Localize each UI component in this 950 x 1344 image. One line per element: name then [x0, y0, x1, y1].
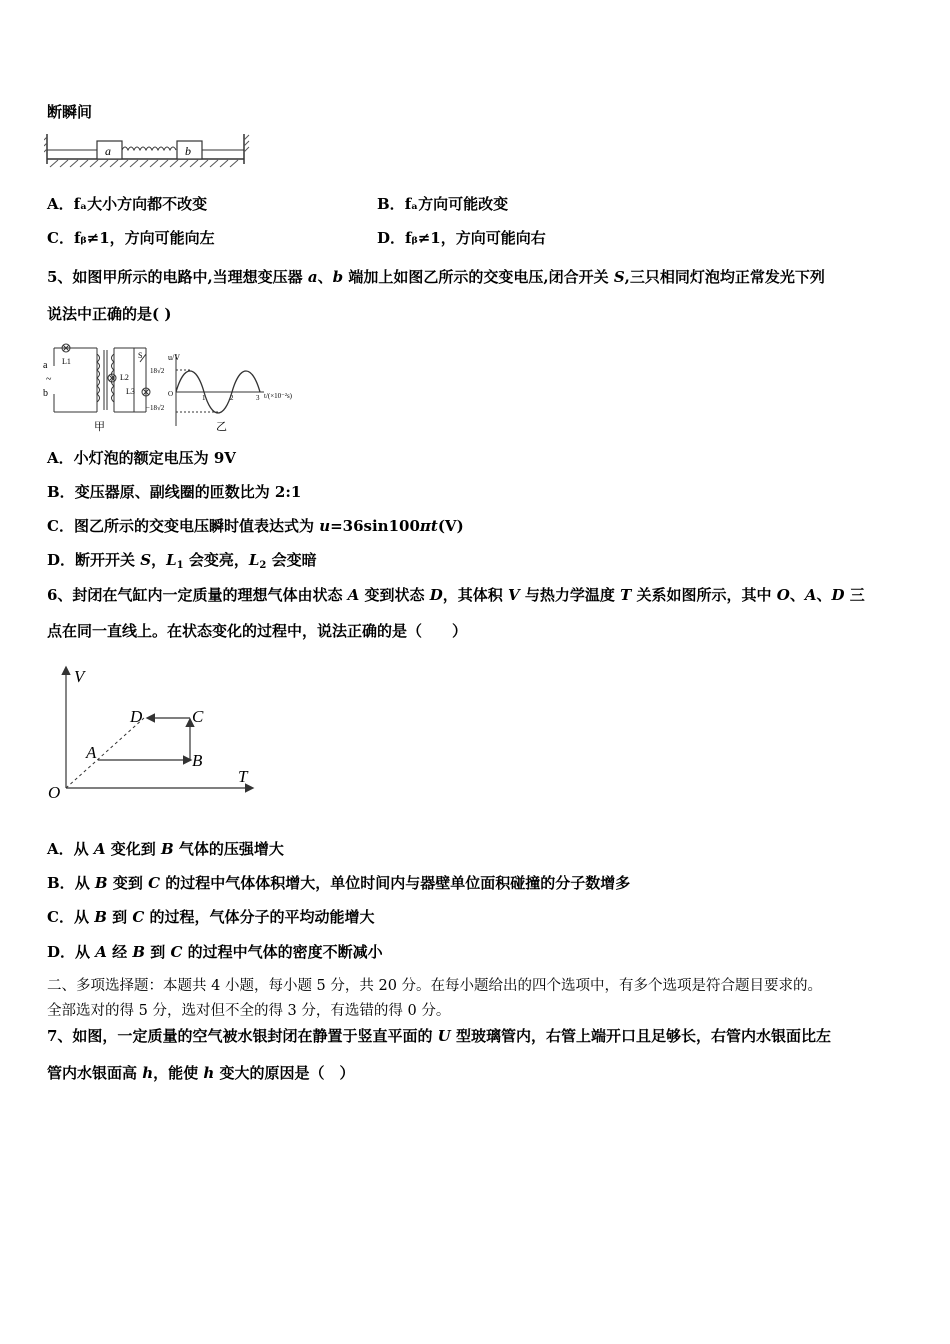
block-b-label: b — [185, 144, 191, 158]
q5-circuit-figure — [42, 336, 310, 434]
point-c-label: C — [192, 707, 204, 726]
svg-text:L2: L2 — [120, 373, 129, 382]
svg-text:u/V: u/V — [168, 353, 180, 362]
svg-text:18√2: 18√2 — [150, 367, 165, 375]
svg-text:2: 2 — [230, 394, 234, 402]
section2-heading-line2: 全部选对的得 5 分，选对但不全的得 3 分，有选错的得 0 分。 — [47, 1003, 451, 1019]
q5-option-b[interactable]: B．变压器原、副线圈的匝数比为 2:1 — [47, 483, 302, 501]
svg-text:L3: L3 — [126, 387, 135, 396]
q6-option-a[interactable]: A．从 A 变化到 B 气体的压强增大 — [47, 840, 284, 858]
q7-stem-line2: 管内水银面高 h，能使 h 变大的原因是（ ） — [47, 1064, 355, 1082]
q6-vt-graph — [44, 660, 260, 804]
svg-text:1: 1 — [202, 394, 206, 402]
axis-v-label: V — [74, 667, 85, 686]
q4-option-b[interactable]: B．fₐ方向可能改变 — [377, 195, 509, 213]
svg-text:−18√2: −18√2 — [146, 404, 165, 412]
svg-text:O: O — [168, 390, 174, 398]
spring — [122, 147, 176, 150]
q6-option-c[interactable]: C．从 B 到 C 的过程，气体分子的平均动能增大 — [47, 908, 375, 926]
axis-t-label: T — [238, 767, 248, 786]
q5-stem-line2: 说法中正确的是( ) — [47, 305, 172, 323]
svg-text:S: S — [138, 351, 143, 360]
point-a-label: A — [86, 743, 97, 762]
svg-text:甲: 甲 — [94, 421, 105, 433]
svg-text:b: b — [43, 388, 48, 399]
svg-text:L1: L1 — [62, 357, 71, 366]
q5-stem-line1: 5、如图甲所示的电路中,当理想变压器 a、b 端加上如图乙所示的交变电压,闭合开关 S,三只相同灯泡均正常发光下列 — [47, 268, 825, 286]
q7-stem-line1: 7、如图，一定质量的空气被水银封闭在静置于竖直平面的 U 型玻璃管内，右管上端开口且足够长，右管内水银面比左 — [47, 1027, 831, 1045]
svg-text:乙: 乙 — [216, 421, 227, 433]
q5-option-a[interactable]: A．小灯泡的额定电压为 9V — [47, 449, 236, 467]
q5-option-c[interactable]: C．图乙所示的交变电压瞬时值表达式为 u=36sin100πt(V) — [47, 517, 464, 535]
q4-option-a[interactable]: A．fₐ大小方向都不改变 — [47, 195, 208, 213]
q4-spring-figure — [44, 132, 254, 168]
svg-text:~: ~ — [46, 374, 52, 385]
q4-option-c[interactable]: C．fᵦ≠1，方向可能向左 — [47, 229, 215, 247]
svg-text:a: a — [43, 360, 48, 371]
origin-label: O — [48, 783, 61, 802]
point-b-label: B — [192, 751, 203, 770]
q6-stem-line2: 点在同一直线上。在状态变化的过程中，说法正确的是（ ） — [47, 622, 468, 640]
q6-stem-line1: 6、封闭在气缸内一定质量的理想气体由状态 A 变到状态 D，其体积 V 与热力学温度 T 关系如图所示，其中 O、A、D 三 — [47, 586, 865, 604]
block-a-label: a — [105, 144, 111, 158]
svg-text:t/(×10⁻²s): t/(×10⁻²s) — [264, 392, 293, 400]
section2-heading-line1: 二、多项选择题：本题共 4 小题，每小题 5 分，共 20 分。在每小题给出的四个选项中，有多个选项是符合题目要求的。 — [47, 978, 823, 994]
q5-option-d[interactable]: D．断开开关 S，$L_1$ 会变亮，$L_2$ 会变暗 — [47, 551, 317, 571]
q4-intro-tail: 断瞬间 — [47, 103, 93, 121]
point-d-label: D — [130, 707, 143, 726]
q6-option-b[interactable]: B．从 B 变到 C 的过程中气体体积增大，单位时间内与器壁单位面积碰撞的分子数增多 — [47, 874, 631, 892]
q6-option-d[interactable]: D．从 A 经 B 到 C 的过程中气体的密度不断减小 — [47, 943, 383, 961]
q4-option-d[interactable]: D．fᵦ≠1，方向可能向右 — [377, 229, 546, 247]
svg-text:3: 3 — [256, 394, 260, 402]
